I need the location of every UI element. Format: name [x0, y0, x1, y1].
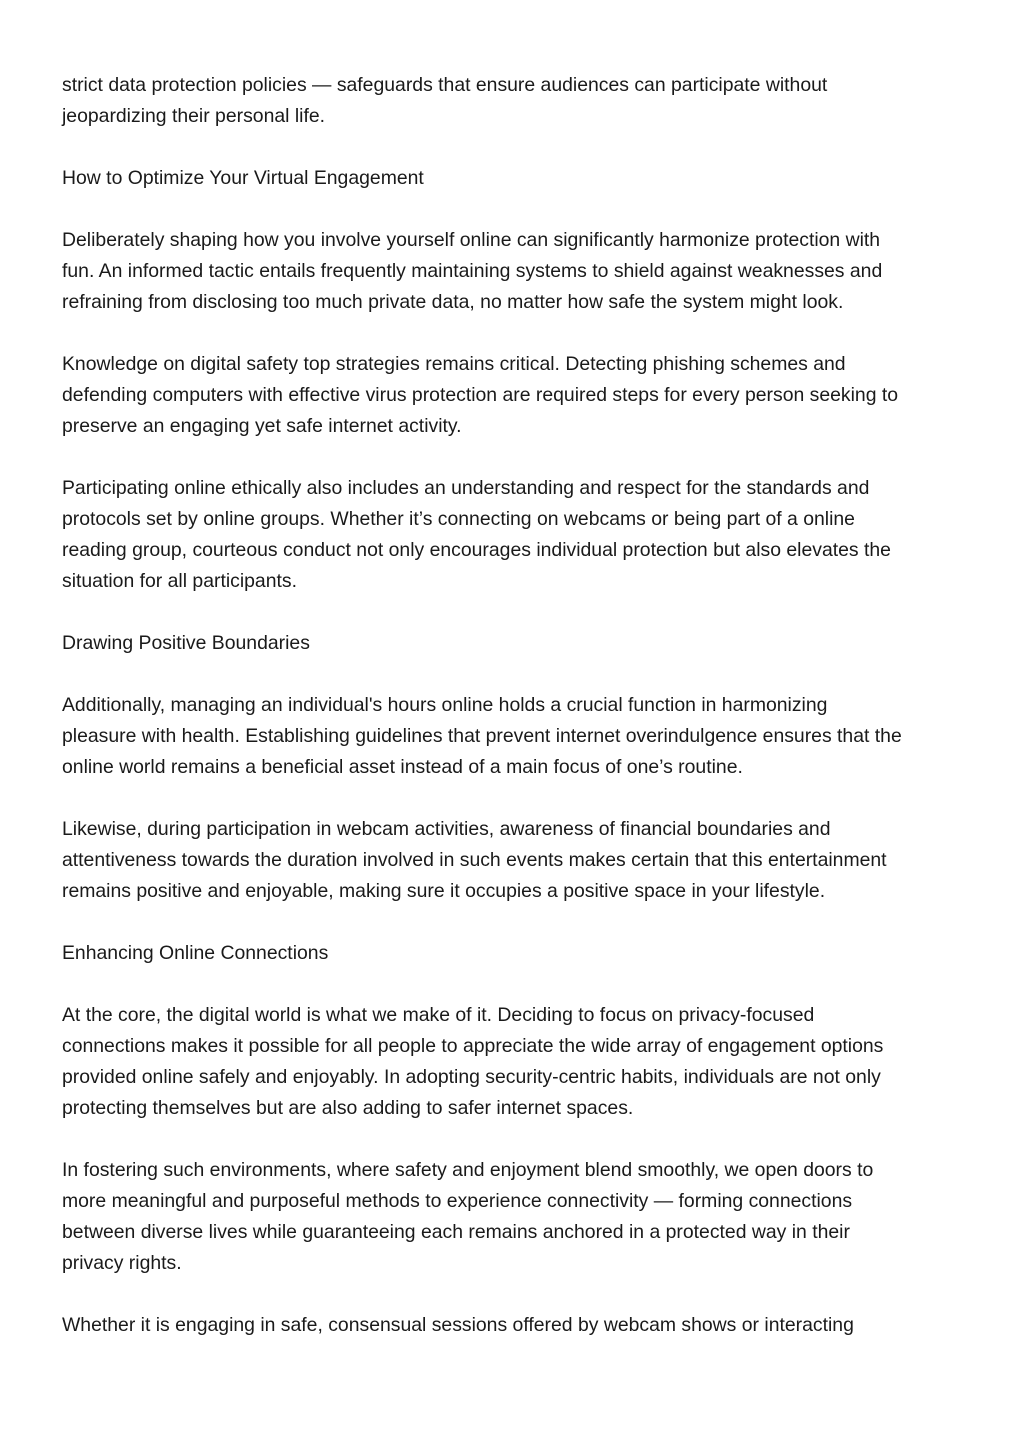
text-line: Participating online ethically also includes an understanding and respect for the standards and — [62, 477, 870, 499]
text-line: between diverse lives while guaranteeing each remains anchored in a protected way in their — [62, 1221, 850, 1243]
text-line: In fostering such environments, where safety and enjoyment blend smoothly, we open doors to — [62, 1159, 874, 1181]
text-line: privacy rights. — [62, 1252, 182, 1274]
section-heading — [62, 628, 962, 659]
text-line: How to Optimize Your Virtual Engagement — [62, 167, 424, 189]
section-heading — [62, 938, 962, 969]
text-line: Additionally, managing an individual's hours online holds a crucial function in harmonizing — [62, 694, 828, 716]
text-line: more meaningful and purposeful methods to experience connectivity — forming connections — [62, 1190, 853, 1212]
text-line: situation for all participants. — [62, 570, 297, 592]
paragraph — [62, 814, 962, 907]
text-line: Likewise, during participation in webcam activities, awareness of financial boundaries and — [62, 818, 831, 840]
text-line: defending computers with effective virus protection are required steps for every person seeking to — [62, 384, 899, 406]
text-line: protocols set by online groups. Whether it’s connecting on webcams or being part of a online — [62, 508, 855, 530]
paragraph — [62, 473, 962, 597]
text-line: reading group, courteous conduct not only encourages individual protection but also elevates the — [62, 539, 891, 561]
text-line: jeopardizing their personal life. — [62, 105, 326, 127]
text-line: Drawing Positive Boundaries — [62, 632, 310, 654]
text-line: Whether it is engaging in safe, consensual sessions offered by webcam shows or interacting — [62, 1314, 854, 1336]
paragraph — [62, 1000, 962, 1124]
text-line: attentiveness towards the duration involved in such events makes certain that this entertainment — [62, 849, 887, 871]
text-line: fun. An informed tactic entails frequently maintaining systems to shield against weaknesses and — [62, 260, 883, 282]
paragraph — [62, 1155, 962, 1279]
text-line: preserve an engaging yet safe internet activity. — [62, 415, 462, 437]
text-line: protecting themselves but are also adding to safer internet spaces. — [62, 1097, 634, 1119]
paragraph — [62, 349, 962, 442]
document-page — [62, 70, 962, 1372]
text-line: provided online safely and enjoyably. In adopting security-centric habits, individuals are not only — [62, 1066, 881, 1088]
text-line: online world remains a beneficial asset instead of a main focus of one’s routine. — [62, 756, 743, 778]
section-heading — [62, 163, 962, 194]
text-line: At the core, the digital world is what we make of it. Deciding to focus on privacy-focused — [62, 1004, 815, 1026]
text-line: Enhancing Online Connections — [62, 942, 329, 964]
text-line: remains positive and enjoyable, making sure it occupies a positive space in your lifestyle. — [62, 880, 826, 902]
paragraph — [62, 690, 962, 783]
text-line: Knowledge on digital safety top strategies remains critical. Detecting phishing schemes and — [62, 353, 846, 375]
text-line: strict data protection policies — safeguards that ensure audiences can participate without — [62, 74, 828, 96]
paragraph — [62, 1310, 962, 1341]
paragraph — [62, 225, 962, 318]
text-line: pleasure with health. Establishing guidelines that prevent internet overindulgence ensures that the — [62, 725, 902, 747]
text-line: refraining from disclosing too much private data, no matter how safe the system might look. — [62, 291, 844, 313]
text-line: connections makes it possible for all people to appreciate the wide array of engagement options — [62, 1035, 884, 1057]
text-line: Deliberately shaping how you involve yourself online can significantly harmonize protection with — [62, 229, 881, 251]
paragraph — [62, 70, 962, 132]
